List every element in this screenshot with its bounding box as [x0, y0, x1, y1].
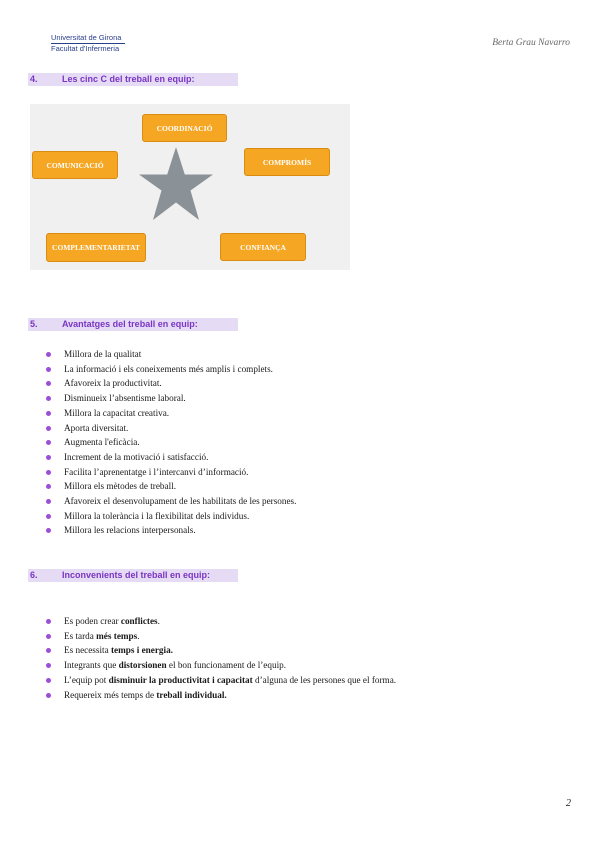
- page-number: 2: [566, 798, 571, 809]
- list-item: Afavoreix la productivitat.: [42, 376, 542, 391]
- bullet-icon: [46, 619, 51, 624]
- box-comunicacio: COMUNICACIÓ: [32, 151, 118, 179]
- list-item: Millora els mètodes de treball.: [42, 479, 542, 494]
- box-compromis: COMPROMÍS: [244, 148, 330, 176]
- star-icon: [137, 144, 217, 224]
- list-item: La informació i els coneixements més amplis i complets.: [42, 362, 542, 377]
- logo-faculty-name: Facultat d'Infermeria: [51, 44, 120, 53]
- section-5-title: Avantatges del treball en equip:: [62, 319, 198, 329]
- bullet-icon: [46, 634, 51, 639]
- bullet-icon: [46, 514, 51, 519]
- five-c-diagram: [30, 104, 350, 270]
- list-item: Millora de la qualitat: [42, 347, 542, 362]
- bullet-icon: [46, 648, 51, 653]
- bullet-icon: [46, 528, 51, 533]
- bullet-icon: [46, 499, 51, 504]
- section-6-number: 6.: [30, 570, 38, 580]
- section-4-title: Les cinc C del treball en equip:: [62, 74, 195, 84]
- section-4-number: 4.: [30, 74, 38, 84]
- list-item: Requereix més temps de treball individual.: [42, 688, 542, 703]
- box-coordinacio: COORDINACIÓ: [142, 114, 227, 142]
- list-item: Afavoreix el desenvolupament de les habilitats de les persones.: [42, 494, 542, 509]
- list-item: Millora les relacions interpersonals.: [42, 523, 542, 538]
- bullet-icon: [46, 396, 51, 401]
- list-item: Es necessita temps i energia.: [42, 643, 542, 658]
- list-item: Augmenta l'eficàcia.: [42, 435, 542, 450]
- list-item: Es tarda més temps.: [42, 629, 542, 644]
- section-5-number: 5.: [30, 319, 38, 329]
- section-5-heading: [28, 318, 238, 331]
- list-item: Increment de la motivació i satisfacció.: [42, 450, 542, 465]
- box-complementarietat: COMPLEMENTARIETAT: [46, 233, 146, 262]
- disadvantages-list: [42, 614, 542, 702]
- bullet-icon: [46, 678, 51, 683]
- bullet-icon: [46, 352, 51, 357]
- section-6-title: Inconvenients del treball en equip:: [62, 570, 211, 580]
- logo-university-name: Universitat de Girona: [51, 33, 122, 42]
- bullet-icon: [46, 411, 51, 416]
- bullet-icon: [46, 470, 51, 475]
- list-item: Facilita l’aprenentatge i l’intercanvi d’informació.: [42, 465, 542, 480]
- box-confianca: CONFIANÇA: [220, 233, 306, 261]
- bullet-icon: [46, 484, 51, 489]
- list-item: Aporta diversitat.: [42, 421, 542, 436]
- list-item: L’equip pot disminuir la productivitat i capacitat d’alguna de les persones que el forma.: [42, 673, 542, 688]
- list-item: Disminueix l’absentisme laboral.: [42, 391, 542, 406]
- bullet-icon: [46, 381, 51, 386]
- bullet-icon: [46, 440, 51, 445]
- bullet-icon: [46, 693, 51, 698]
- list-item: Millora la tolerància i la flexibilitat dels individus.: [42, 509, 542, 524]
- university-logo: [51, 34, 131, 53]
- list-item: Es poden crear conflictes.: [42, 614, 542, 629]
- section-6-heading: [28, 569, 238, 582]
- advantages-list: [42, 347, 542, 538]
- bullet-icon: [46, 426, 51, 431]
- list-item: Millora la capacitat creativa.: [42, 406, 542, 421]
- bullet-icon: [46, 455, 51, 460]
- list-item: Integrants que distorsionen el bon funcionament de l’equip.: [42, 658, 542, 673]
- section-4-heading: [28, 73, 238, 86]
- bullet-icon: [46, 367, 51, 372]
- bullet-icon: [46, 663, 51, 668]
- author-name: Berta Grau Navarro: [492, 38, 570, 48]
